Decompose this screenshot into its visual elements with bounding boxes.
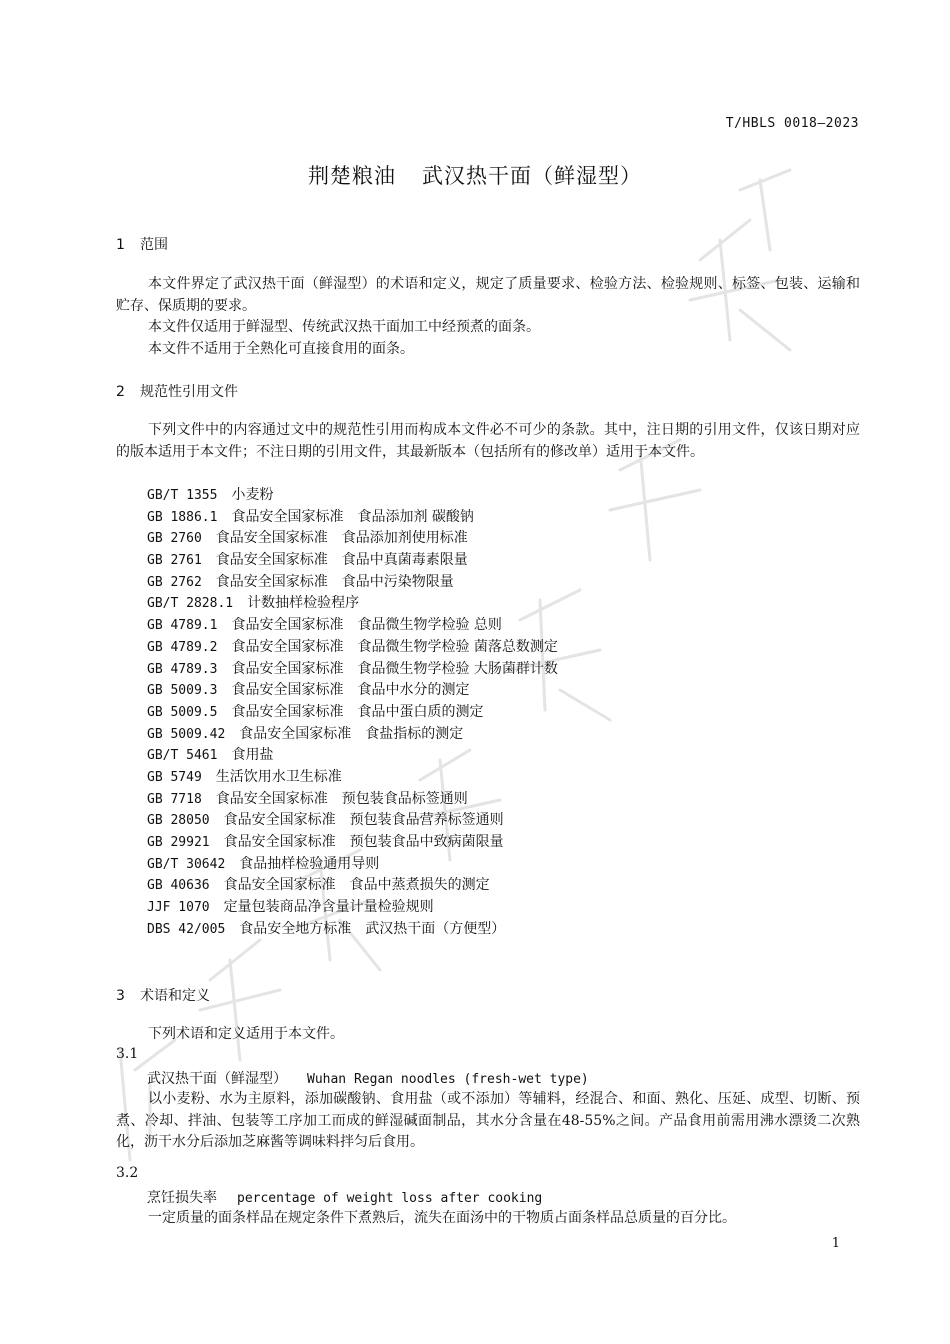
reference-item: [147, 832, 558, 854]
term-name-en: Wuhan Regan noodles (fresh-wet type): [307, 1072, 589, 1087]
section-title: 范围: [140, 237, 168, 253]
reference-item: [147, 485, 558, 507]
reference-name: 食品安全国家标准 预包装食品营养标签通则: [223, 812, 504, 829]
reference-code: GB 2760: [147, 531, 202, 547]
reference-name: 食品安全国家标准 食品微生物学检验 总则: [231, 617, 502, 634]
reference-item: [147, 767, 558, 789]
scope-paragraph-1: 本文件界定了武汉热干面（鲜湿型）的术语和定义，规定了质量要求、检验方法、检验规则、标签、包装、运输和贮存、保质期的要求。: [116, 276, 860, 314]
scope-paragraph-2: 本文件仅适用于鲜湿型、传统武汉热干面加工中经预煮的面条。: [148, 319, 540, 335]
reference-item: [147, 593, 558, 615]
document-title: [0, 160, 950, 190]
reference-item: [147, 507, 558, 529]
reference-item: [147, 919, 558, 941]
scope-paragraph-3: 本文件不适用于全熟化可直接食用的面条。: [148, 341, 414, 357]
reference-name: 食用盐: [231, 747, 274, 764]
reference-code: GB 29921: [147, 835, 210, 850]
title-part2: 武汉热干面（鲜湿型）: [422, 164, 642, 188]
section-heading-scope: [116, 234, 168, 254]
reference-item: [147, 659, 558, 681]
page-number: 1: [831, 1236, 840, 1251]
reference-code: GB 5749: [147, 769, 202, 785]
reference-name: 食品安全国家标准 预包装食品中致病菌限量: [223, 834, 504, 850]
reference-item: [147, 572, 558, 594]
section-number: 1: [116, 237, 125, 253]
reference-name: 食品安全国家标准 预包装食品标签通则: [215, 790, 468, 807]
reference-name: 计数抽样检验程序: [247, 595, 360, 612]
reference-item: [147, 745, 558, 767]
reference-item: [147, 528, 558, 550]
reference-item: [147, 550, 558, 572]
term-number: 3.2: [116, 1165, 139, 1181]
title-part1: 荆楚粮油: [308, 164, 396, 188]
reference-code: GB 7718: [147, 791, 202, 807]
term-definition: 以小麦粉、水为主原料，添加碳酸钠、食用盐（或不添加）等辅料，经混合、和面、熟化、压延、成型、切断、预煮、冷却、拌油、包装等工序加工而成的鲜湿碱面制品，其水分含量在48-55%之间。产品食用前需用沸水漂烫二次熟化，沥干水分后添加芝麻酱等调味料拌匀后食用。: [116, 1091, 860, 1151]
reference-name: 食品安全国家标准 食品中真菌毒素限量: [215, 552, 468, 569]
reference-name: 食品安全国家标准 食品中蛋白质的测定: [231, 703, 484, 720]
reference-code: GB 4789.2: [147, 639, 218, 655]
reference-item: [147, 702, 558, 724]
reference-code: GB/T 1355: [147, 488, 218, 503]
reference-item: [147, 637, 558, 659]
reference-name: 食品安全国家标准 食品添加剂使用标准: [215, 530, 468, 547]
reference-item: [147, 789, 558, 811]
term-name: [147, 1068, 589, 1088]
reference-code: JJF 1070: [147, 900, 210, 916]
reference-code: GB 4789.1: [147, 618, 218, 634]
standard-code: T/HBLS 0018—2023: [725, 116, 859, 131]
reference-code: GB 5009.5: [147, 704, 218, 720]
reference-list: [147, 485, 558, 940]
reference-item: [147, 680, 558, 702]
reference-name: 食品安全地方标准 武汉热干面（方便型）: [239, 920, 506, 937]
reference-name: 食品安全国家标准 食盐指标的测定: [239, 725, 464, 742]
section-heading-normative-references: [116, 381, 238, 401]
reference-code: GB 28050: [147, 813, 210, 829]
reference-item: [147, 897, 558, 919]
reference-code: GB 4789.3: [147, 661, 218, 677]
reference-item: [147, 854, 558, 876]
reference-code: GB/T 30642: [147, 856, 226, 872]
section-title: 规范性引用文件: [140, 384, 238, 400]
reference-name: 定量包装商品净含量计量检验规则: [223, 899, 434, 916]
section-title: 术语和定义: [140, 988, 210, 1004]
reference-name: 食品抽样检验通用导则: [239, 855, 380, 872]
reference-name: 食品安全国家标准 食品添加剂 碳酸钠: [231, 508, 474, 525]
reference-name: 食品安全国家标准 食品微生物学检验 菌落总数测定: [231, 638, 558, 655]
reference-code: GB 2762: [147, 574, 202, 590]
reference-code: GB/T 2828.1: [147, 596, 234, 612]
references-intro: 下列文件中的内容通过文中的规范性引用而构成本文件必不可少的条款。其中，注日期的引用文件，仅该日期对应的版本适用于本文件；不注日期的引用文件，其最新版本（包括所有的修改单）适用于本文件。: [116, 422, 860, 460]
reference-name: 食品安全国家标准 食品中蒸煮损失的测定: [223, 877, 490, 894]
reference-code: GB 40636: [147, 878, 210, 894]
term-name-cn: 武汉热干面（鲜湿型）: [147, 1071, 287, 1087]
term-name: [147, 1187, 542, 1207]
term-name-en: percentage of weight loss after cooking: [237, 1191, 543, 1206]
reference-item: [147, 875, 558, 897]
section-number: 3: [116, 988, 125, 1004]
reference-item: [147, 615, 558, 637]
reference-name: 食品安全国家标准 食品中污染物限量: [215, 573, 454, 590]
reference-name: 食品安全国家标准 食品微生物学检验 大肠菌群计数: [231, 660, 558, 677]
reference-name: 生活饮用水卫生标准: [215, 768, 342, 785]
reference-code: GB/T 5461: [147, 748, 218, 764]
reference-name: 食品安全国家标准 食品中水分的测定: [231, 682, 470, 699]
term-definition: 一定质量的面条样品在规定条件下煮熟后，流失在面汤中的干物质占面条样品总质量的百分比。: [148, 1210, 736, 1226]
reference-code: GB 5009.3: [147, 683, 218, 699]
reference-item: [147, 724, 558, 746]
reference-name: 小麦粉: [231, 487, 274, 503]
reference-code: DBS 42/005: [147, 921, 226, 937]
reference-code: GB 2761: [147, 553, 202, 569]
term-number: 3.1: [116, 1046, 139, 1062]
section-heading-terms: [116, 985, 210, 1005]
reference-item: [147, 810, 558, 832]
terms-intro: 下列术语和定义适用于本文件。: [148, 1026, 344, 1042]
reference-code: GB 5009.42: [147, 726, 226, 742]
section-number: 2: [116, 384, 125, 400]
term-name-cn: 烹饪损失率: [147, 1190, 217, 1206]
reference-code: GB 1886.1: [147, 509, 218, 525]
